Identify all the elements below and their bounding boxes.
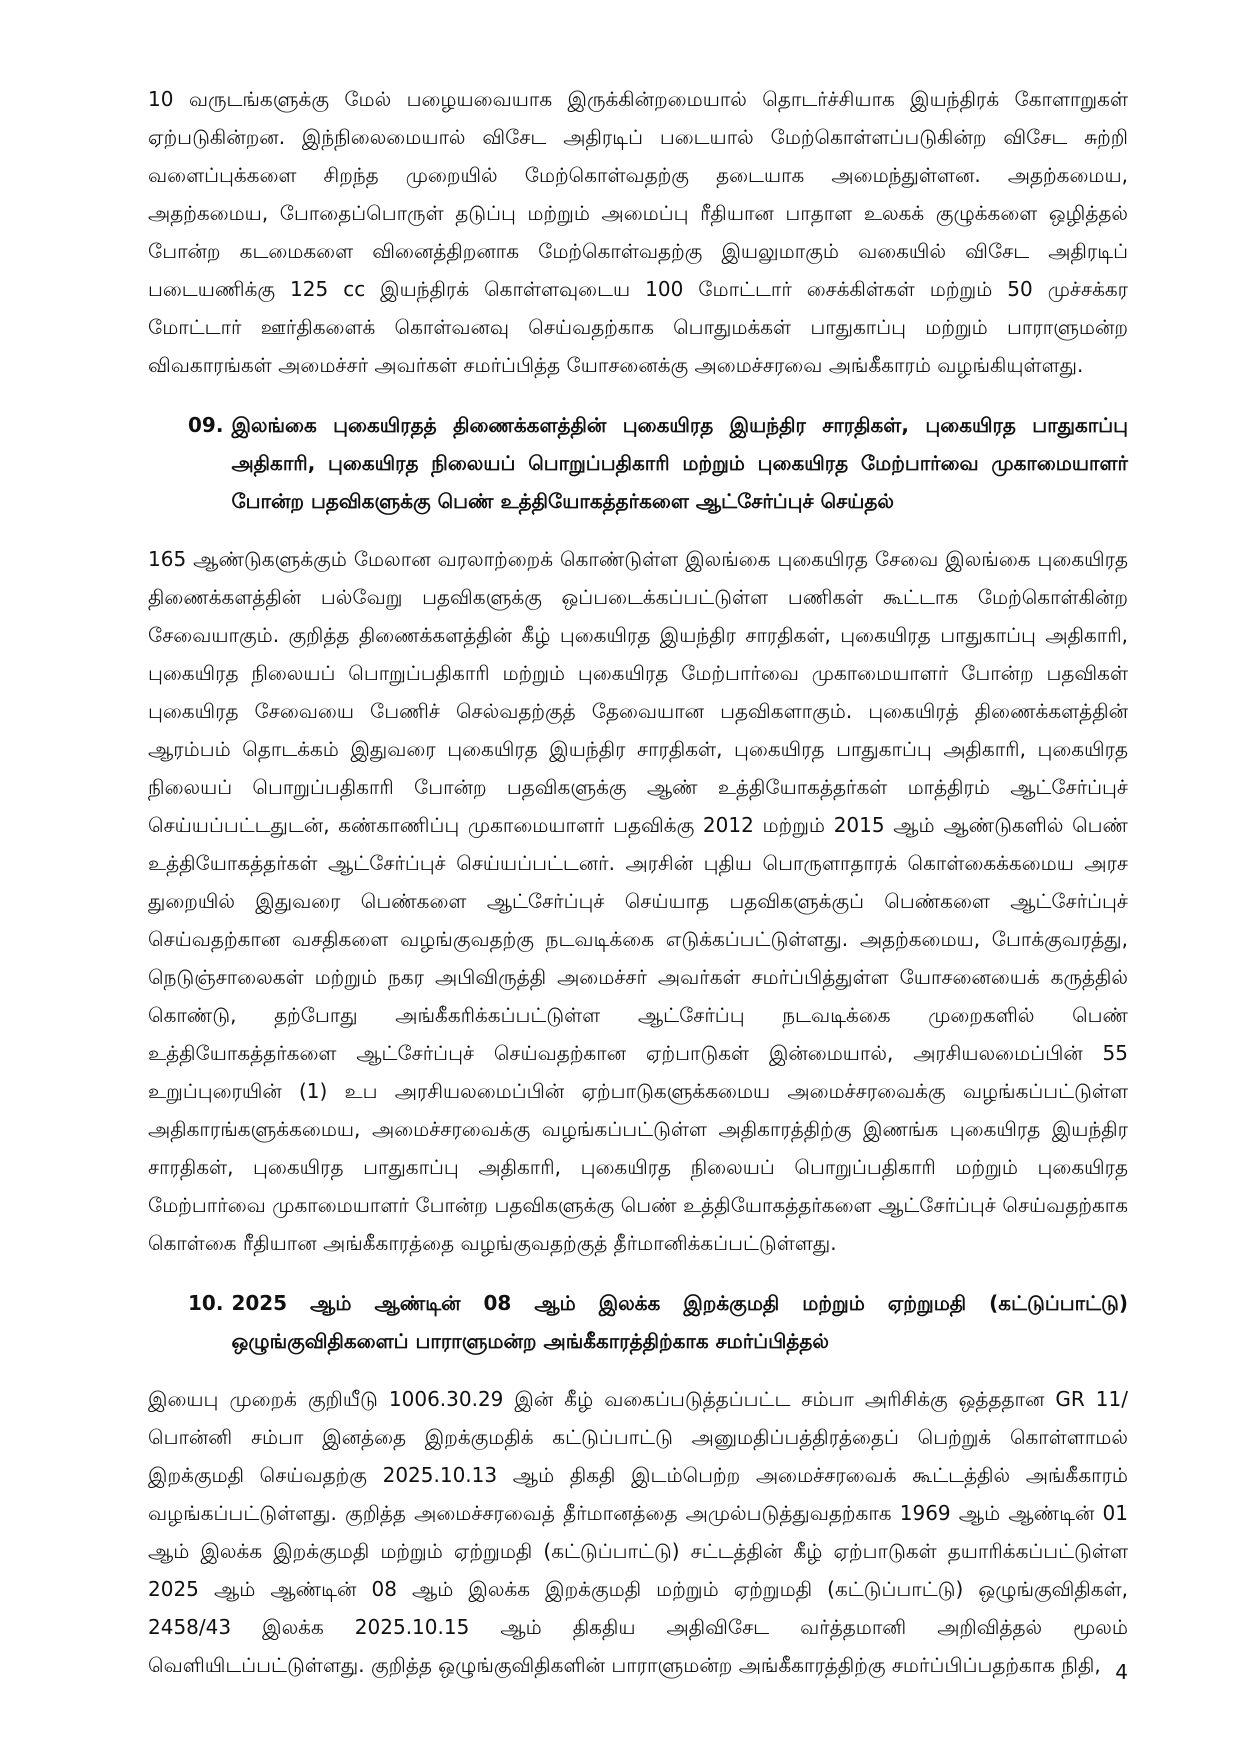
section-title-09: இலங்கை புகையிரதத் திணைக்களத்தின் புகையிரத இயந்திர சாரதிகள், புகையிரத பாதுகாப்பு அதிகாரி, புகையிரத நிலையப் பொறுப்பதிகாரி மற்றும் புகையிரத மேற்பார்வை முகாமையாளர் போன்ற பதவிகளுக்கு பெண் உத்தியோகத்தர்களை ஆட்சேர்ப்புச் செய்தல் [231, 413, 1128, 513]
paragraph-railway-female-recruitment: 165 ஆண்டுகளுக்கும் மேலான வரலாற்றைக் கொண்டுள்ள இலங்கை புகையிரத சேவை இலங்கை புகையிரத திணைக்களத்தின் பல்வேறு பதவிகளுக்கு ஒப்படைக்கப்பட்டுள்ள பணிகள் கூட்டாக மேற்கொள்கின்ற சேவையாகும். குறித்த திணைக்களத்தின் கீழ் புகையிரத இயந்திர சாரதிகள், புகையிரத பாதுகாப்பு அதிகாரி, புகையிரத நிலையப் பொறுப்பதிகாரி மற்றும் புகையிரத மேற்பார்வை முகாமையாளர் போன்ற பதவிகள் புகையிரத சேவையை பேணிச் செல்வதற்குத் தேவையான பதவிகளாகும். புகையிரத் திணைக்களத்தின் ஆரம்பம் தொடக்கம் இதுவரை புகையிரத இயந்திர சாரதிகள், புகையிரத பாதுகாப்பு அதிகாரி, புகையிரத நிலையப் பொறுப்பதிகாரி போன்ற பதவிகளுக்கு ஆண் உத்தியோகத்தர்கள் மாத்திரம் ஆட்சேர்ப்புச் செய்யப்பட்டதுடன், கண்காணிப்பு முகாமையாளர் பதவிக்கு 2012 மற்றும் 2015 ஆம் ஆண்டுகளில் பெண் உத்தியோகத்தர்கள் ஆட்சேர்ப்புச் செய்யப்பட்டனர். அரசின் புதிய பொருளாதாரக் கொள்கைக்கமைய அரச துறையில் இதுவரை பெண்களை ஆட்சேர்ப்புச் செய்யாத பதவிகளுக்குப் பெண்களை ஆட்சேர்ப்புச் செய்வதற்கான வசதிகளை வழங்குவதற்கு நடவடிக்கை எடுக்கப்பட்டுள்ளது. அதற்கமைய, போக்குவரத்து, நெடுஞ்சாலைகள் மற்றும் நகர அபிவிருத்தி அமைச்சர் அவர்கள் சமர்ப்பித்துள்ள யோசனையைக் கருத்தில் கொண்டு, தற்போது அங்கீகரிக்கப்பட்டுள்ள ஆட்சேர்ப்பு நடவடிக்கை முறைகளில் பெண் உத்தியோகத்தர்களை ஆட்சேர்ப்புச் செய்வதற்கான ஏற்பாடுகள் இன்மையால், அரசியலமைப்பின் 55 உறுப்புரையின் (1) உப அரசியலமைப்பின் ஏற்பாடுகளுக்கமைய அமைச்சரவைக்கு வழங்கப்பட்டுள்ள அதிகாரங்களுக்கமைய, அமைச்சரவைக்கு வழங்கப்பட்டுள்ள அதிகாரத்திற்கு இணங்க புகையிரத இயந்திர சாரதிகள், புகையிரத பாதுகாப்பு அதிகாரி, புகையிரத நிலையப் பொறுப்பதிகாரி மற்றும் புகையிரத மேற்பார்வை முகாமையாளர் போன்ற பதவிகளுக்கு பெண் உத்தியோகத்தர்களை ஆட்சேர்ப்புச் செய்வதற்காக கொள்கை ரீதியான அங்கீகாரத்தை வழங்குவதற்குத் தீர்மானிக்கப்பட்டுள்ளது. [148, 547, 1128, 1255]
paragraph-special-task-force-vehicles: 10 வருடங்களுக்கு மேல் பழையவையாக இருக்கின்றமையால் தொடர்ச்சியாக இயந்திரக் கோளாறுகள் ஏற்படுகின்றன. இந்நிலைமையால் விசேட அதிரடிப் படையால் மேற்கொள்ளப்படுகின்ற விசேட சுற்றி வளைப்புக்களை சிறந்த முறையில் மேற்கொள்வதற்கு தடையாக அமைந்துள்ளன. அதற்கமைய, அதற்கமைய, போதைப்பொருள் தடுப்பு மற்றும் அமைப்பு ரீதியான பாதாள உலகக் குழுக்களை ஒழித்தல் போன்ற கடமைகளை வினைத்திறனாக மேற்கொள்வதற்கு இயலுமாகும் வகையில் விசேட அதிரடிப் படையணிக்கு 125 cc இயந்திரக் கொள்ளவுடைய 100 மோட்டார் சைக்கிள்கள் மற்றும் 50 முச்சக்கர மோட்டார் ஊர்திகளைக் கொள்வனவு செய்வதற்காக பொதுமக்கள் பாதுகாப்பு மற்றும் பாராளுமன்ற விவகாரங்கள் அமைச்சர் அவர்கள் சமர்ப்பித்த யோசனைக்கு அமைச்சரவை அங்கீகாரம் வழங்கியுள்ளது. [148, 87, 1128, 377]
section-number-09: 09. [188, 413, 224, 437]
paragraph-import-export-regulations: இயைபு முறைக் குறியீடு 1006.30.29 இன் கீழ் வகைப்படுத்தப்பட்ட சம்பா அரிசிக்கு ஒத்ததான GR 11/ பொன்னி சம்பா இனத்தை இறக்குமதிக் கட்டுப்பாட்டு அனுமதிப்பத்திரத்தைப் பெற்றுக் கொள்ளாமல் இறக்குமதி செய்வதற்கு 2025.10.13 ஆம் திகதி இடம்பெற்ற அமைச்சரவைக் கூட்டத்தில் அங்கீகாரம் வழங்கப்பட்டுள்ளது. குறித்த அமைச்சரவைத் தீர்மானத்தை அமுல்படுத்துவதற்காக 1969 ஆம் ஆண்டின் 01 ஆம் இலக்க இறக்குமதி மற்றும் ஏற்றுமதி (கட்டுப்பாட்டு) சட்டத்தின் கீழ் ஏற்பாடுகள் தயாரிக்கப்பட்டுள்ள 2025 ஆம் ஆண்டின் 08 ஆம் இலக்க இறக்குமதி மற்றும் ஏற்றுமதி (கட்டுப்பாட்டு) ஒழுங்குவிதிகள், 2458/43 இலக்க 2025.10.15 ஆம் திகதிய அதிவிசேட வர்த்தமானி அறிவித்தல் மூலம் வெளியிடப்பட்டுள்ளது. குறித்த ஒழுங்குவிதிகளின் பாராளுமன்ற அங்கீகாரத்திற்கு சமர்ப்பிப்பதற்காக நிதி, [148, 1387, 1128, 1677]
section-number-10: 10. [188, 1291, 224, 1315]
section-title-10: 2025 ஆம் ஆண்டின் 08 ஆம் இலக்க இறக்குமதி மற்றும் ஏற்றுமதி (கட்டுப்பாட்டு) ஒழுங்குவிதிகளைப் பாராளுமன்ற அங்கீகாரத்திற்காக சமர்ப்பித்தல் [231, 1291, 1128, 1353]
page-number: 4 [1115, 1660, 1128, 1684]
section-heading-09 [148, 406, 1128, 520]
section-heading-10 [148, 1284, 1128, 1360]
